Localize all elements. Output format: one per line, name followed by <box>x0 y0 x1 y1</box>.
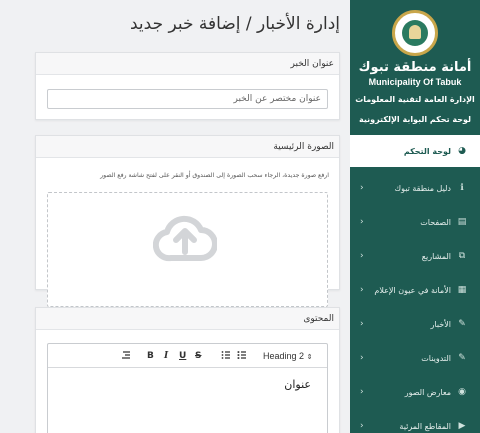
dashboard-icon: ◕ <box>458 146 466 156</box>
editor-content[interactable]: عنوان <box>284 378 311 391</box>
sidebar-item-label: الأمانة في عيون الإعلام <box>374 285 451 295</box>
sidebar <box>350 0 480 433</box>
sidebar-item-label: المقاطع المرئية <box>399 421 451 431</box>
rich-text-editor <box>47 343 328 433</box>
org-name-ar: أمانة منطقة تبوك <box>358 60 472 75</box>
sidebar-item-photo-galleries[interactable] <box>350 375 480 409</box>
main-image-card <box>35 135 340 290</box>
chevron-left-icon: ‹ <box>360 319 364 329</box>
pencil-icon: ✎ <box>458 353 466 363</box>
pages-icon: ▤ <box>457 217 467 227</box>
org-name-en: Municipality Of Tabuk <box>368 77 462 87</box>
sidebar-item-pages[interactable] <box>350 205 480 239</box>
underline-icon[interactable]: U <box>179 351 187 361</box>
projects-icon: ⧉ <box>458 251 466 261</box>
municipality-logo <box>392 10 438 56</box>
heading-select[interactable] <box>263 350 312 364</box>
bold-icon[interactable]: B <box>147 351 154 361</box>
cloud-upload-icon <box>153 208 217 264</box>
sidebar-item-tabuk-guide[interactable] <box>350 171 480 205</box>
align-right-icon[interactable] <box>121 350 131 364</box>
camera-icon: ◉ <box>458 387 466 397</box>
sidebar-item-label: لوحة التحكم <box>403 146 451 156</box>
news-title-card-header: عنوان الخبر <box>36 53 339 75</box>
editor-toolbar <box>48 344 327 368</box>
main-image-card-header: الصورة الرئيسية <box>36 136 339 158</box>
strikethrough-icon[interactable]: S <box>195 351 202 361</box>
sidebar-item-videos[interactable] <box>350 409 480 433</box>
department-name: الإدارة العامة لتقنية المعلومات <box>355 95 475 104</box>
sidebar-item-blogs[interactable] <box>350 341 480 375</box>
content-card-header: المحتوى <box>36 308 339 330</box>
news-title-input[interactable] <box>47 89 328 109</box>
pencil-icon: ✎ <box>458 319 466 329</box>
chevron-left-icon: ‹ <box>360 285 364 295</box>
sidebar-item-projects[interactable] <box>350 239 480 273</box>
sidebar-item-label: المشاريع <box>421 251 451 261</box>
heading-select-value: Heading 2 <box>263 351 305 361</box>
content-card <box>35 307 340 433</box>
chevron-left-icon: ‹ <box>360 421 364 431</box>
sidebar-item-label: معارض الصور <box>404 387 451 397</box>
ordered-list-icon[interactable] <box>221 350 231 364</box>
chevron-left-icon: ‹ <box>360 353 364 363</box>
sidebar-item-label: دليل منطقة تبوك <box>394 183 451 193</box>
sidebar-item-dashboard[interactable] <box>350 135 480 167</box>
page-title: إدارة الأخبار / إضافة خبر جديد <box>129 14 340 34</box>
video-icon: ▶ <box>458 421 466 431</box>
sidebar-item-media[interactable] <box>350 273 480 307</box>
italic-icon[interactable]: I <box>164 351 169 361</box>
chevron-left-icon: ‹ <box>360 387 364 397</box>
chevron-left-icon: ‹ <box>360 217 364 227</box>
updown-icon: ⇕ <box>306 354 313 361</box>
news-title-card <box>35 52 340 120</box>
image-dropzone[interactable] <box>47 192 328 307</box>
chevron-left-icon: ‹ <box>360 183 364 193</box>
upload-hint: ارفع صورة جديدة، الرجاء سحب الصورة إلى الصندوق أو النقر على لفتح شاشة رفع الصور <box>100 172 329 179</box>
info-icon: ℹ <box>460 183 464 193</box>
chevron-left-icon: ‹ <box>360 251 364 261</box>
media-icon: ▦ <box>457 285 467 295</box>
sidebar-item-news[interactable] <box>350 307 480 341</box>
bullet-list-icon[interactable] <box>237 350 247 364</box>
sidebar-item-label: التدوينات <box>421 353 451 363</box>
sidebar-item-label: الصفحات <box>420 217 451 227</box>
brand <box>350 0 480 132</box>
portal-name: لوحة تحكم البوابة الإلكترونية <box>358 115 471 124</box>
sidebar-item-label: الأخبار <box>430 319 451 329</box>
